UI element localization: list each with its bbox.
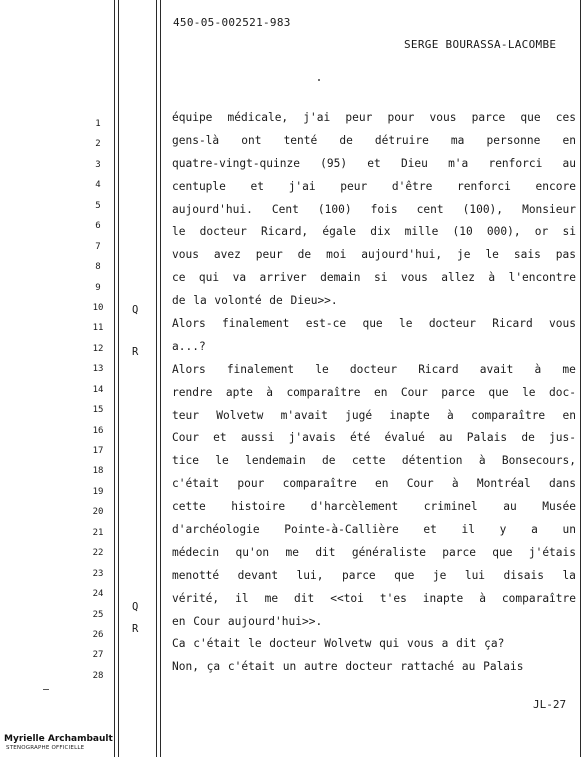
word: centuple [172, 179, 226, 193]
line-number: 24 [92, 589, 104, 600]
word: doc- [548, 385, 576, 399]
word: cette [172, 500, 206, 514]
word: docteur [349, 362, 398, 376]
line-number: 11 [92, 323, 104, 334]
word: d'archéologie [172, 523, 260, 537]
word: comparaître [501, 591, 576, 605]
witness-name: SERGE BOURASSA-LACOMBE [404, 38, 557, 51]
word: de [339, 133, 353, 147]
transcript-line: a...? [172, 339, 206, 353]
word: moi [326, 248, 347, 262]
word: y [499, 523, 507, 537]
word: ces [555, 111, 576, 124]
word: Ricard [492, 317, 533, 331]
word: parce [441, 385, 475, 399]
word: si [562, 225, 576, 239]
word: t'es [379, 591, 407, 605]
word: de [322, 454, 336, 468]
word: Monsieur [522, 202, 576, 216]
word: criminel [423, 500, 478, 514]
word: pas [555, 248, 576, 262]
word: inapte [422, 591, 464, 605]
word: été [350, 431, 371, 445]
word: détruire [374, 133, 429, 147]
word: dans [549, 477, 576, 491]
word: me [264, 591, 279, 605]
transcript-line [172, 199, 576, 222]
line-number: 18 [92, 466, 104, 477]
speaker-label: Q [132, 601, 139, 613]
word: docteur [428, 317, 476, 331]
word: que [520, 111, 541, 124]
stenographer-title: STENOGRAPHE OFFICIELLE [6, 745, 85, 751]
word: peur [345, 111, 373, 124]
transcript-line [172, 153, 576, 176]
word: un [562, 523, 576, 537]
word: aujourd'hui. [172, 202, 253, 216]
page-reference: JL-27 [533, 698, 567, 711]
word: en [374, 477, 389, 491]
word: devant [237, 568, 279, 582]
word: comparaître [471, 408, 546, 422]
word: dix [370, 225, 391, 239]
word: dit [294, 591, 315, 605]
speck [318, 79, 320, 81]
word: Cour [400, 385, 428, 399]
word: (95) [320, 156, 348, 170]
word: à [451, 477, 459, 491]
line-number: 16 [92, 425, 104, 436]
word: Ricard, [261, 225, 309, 239]
word: vérité, [172, 591, 220, 605]
word: qui [198, 271, 220, 285]
word: vous [549, 317, 576, 331]
word: équipe [172, 111, 213, 124]
word: inapte [389, 408, 430, 422]
word: apte [225, 385, 253, 399]
word: à [266, 385, 273, 399]
word: de [297, 248, 312, 262]
word: et [423, 523, 437, 537]
word: aujourd'hui, [361, 248, 443, 262]
word: rendre [172, 385, 213, 399]
word: cette [351, 454, 386, 468]
word: que [394, 568, 415, 582]
word: comparaître [282, 477, 357, 491]
word: allez [441, 271, 475, 285]
word: demain [320, 271, 361, 285]
transcript-line [172, 267, 576, 290]
word: le [215, 454, 229, 468]
transcript-line [172, 588, 576, 611]
word: finalement [222, 317, 290, 331]
line-number: 15 [92, 405, 104, 416]
line-number: 1 [95, 119, 101, 129]
word: je [432, 568, 447, 582]
word: tenté [283, 133, 318, 147]
word: gens-là [172, 133, 220, 147]
word: vous [429, 111, 457, 124]
line-number: 14 [92, 384, 104, 395]
transcript-line [172, 565, 576, 588]
line-number: 25 [92, 609, 104, 620]
word: lui, [296, 568, 324, 582]
line-number: 4 [95, 180, 101, 191]
transcript-line: Ca c'était le docteur Wolvetw qui vous a dit ça? [172, 637, 505, 651]
word: teur [172, 408, 199, 422]
transcript-line [172, 176, 576, 199]
word: le [522, 385, 536, 399]
line-number: 13 [92, 364, 104, 375]
margin-line-left-2 [118, 0, 119, 757]
word: et [250, 179, 265, 193]
word: à [447, 408, 454, 422]
line-number: 23 [92, 568, 104, 579]
word: Dieu [400, 156, 428, 170]
word: aussi [240, 431, 275, 445]
word: le [172, 225, 186, 239]
word: au [503, 500, 517, 514]
word: jus- [549, 431, 576, 445]
line-number: 17 [92, 446, 104, 456]
word: en [373, 385, 388, 399]
word: sais [513, 248, 541, 262]
transcript-line: de la volonté de Dieu>>. [172, 294, 338, 308]
transcript-line [172, 405, 576, 428]
word: généraliste [351, 545, 426, 559]
word: me [285, 545, 299, 559]
word: le [399, 317, 413, 331]
word: Montréal [476, 477, 531, 491]
line-number: 12 [92, 343, 104, 354]
word: est-ce [305, 317, 347, 331]
word: vous [400, 271, 428, 285]
word: Alors [172, 362, 206, 376]
word: il [461, 523, 476, 537]
word: en [562, 133, 576, 147]
word: d'harcèlement [310, 500, 399, 514]
word: que [362, 317, 383, 331]
word: fois [370, 202, 398, 216]
word: de [521, 431, 535, 445]
word: pour [387, 111, 415, 124]
transcript-line [172, 496, 576, 519]
word: comparaître [286, 385, 361, 399]
word: qu'on [235, 545, 270, 559]
line-number: 27 [92, 650, 104, 661]
word: le [315, 362, 329, 376]
word: menotté [172, 568, 220, 582]
word: si [373, 271, 388, 285]
word: pour [237, 477, 265, 491]
line-number: 6 [95, 221, 101, 232]
word: disais [503, 568, 544, 582]
word: parce [341, 568, 376, 582]
word: renforci [456, 179, 511, 193]
word: vous [172, 248, 199, 262]
line-number: 2 [95, 139, 101, 150]
word: Musée [542, 500, 576, 514]
word: me [562, 362, 576, 376]
line-number: 9 [95, 282, 101, 293]
word: d'être [391, 179, 433, 193]
stenographer-name: Myrielle Archambault [4, 734, 113, 744]
word: (10 [452, 225, 473, 239]
line-number: 28 [92, 670, 104, 681]
word: personne [486, 133, 541, 147]
speaker-label: R [132, 346, 139, 358]
word: à [534, 362, 542, 376]
transcript-line [172, 244, 576, 267]
word: dit [315, 545, 336, 559]
word: or [534, 225, 549, 239]
word: peur [340, 179, 368, 193]
word: médecin [172, 545, 220, 559]
word: que [488, 385, 509, 399]
word: égale [322, 225, 357, 239]
word: encore [535, 179, 576, 193]
line-number: 8 [95, 262, 101, 273]
word: peur [255, 248, 283, 262]
word: histoire [231, 500, 286, 514]
word: mille [404, 225, 439, 239]
word: et [213, 431, 227, 445]
word: finalement [226, 362, 295, 376]
word: au [439, 431, 453, 445]
word: Palais [466, 431, 508, 445]
margin-line-left-4 [160, 0, 161, 757]
word: j'étais [528, 545, 576, 559]
word: (100) [317, 202, 352, 216]
word: Pointe-à-Callière [284, 523, 399, 537]
transcript-line [172, 519, 576, 542]
word: ma [450, 133, 465, 147]
line-number-column [78, 114, 118, 686]
word: 000), [486, 225, 521, 239]
margin-line-right [580, 0, 581, 757]
word: arriver [259, 271, 307, 285]
line-number: 19 [92, 486, 104, 497]
word: m'avait [280, 408, 328, 422]
word: Wolvetw [216, 408, 264, 422]
word: Bonsecours, [501, 454, 576, 468]
word: quatre-vingt-quinze [172, 156, 300, 170]
word: au [562, 156, 576, 170]
word: renforci [488, 156, 543, 170]
word: et [367, 156, 381, 170]
margin-line-left-3 [156, 0, 157, 757]
file-id: 450-05-002521-983 [173, 16, 291, 29]
transcript-line [172, 427, 576, 450]
line-number: 20 [92, 507, 104, 518]
word: Cour [172, 431, 199, 445]
transcript-line [172, 542, 576, 565]
transcript-line [172, 313, 576, 336]
word: avait [479, 362, 514, 376]
line-number: 10 [92, 302, 104, 313]
word: la [562, 568, 576, 582]
word: va [232, 271, 247, 285]
word: il [235, 591, 249, 605]
word: Alors [172, 317, 206, 331]
word: parce [471, 111, 506, 124]
transcript-line [172, 473, 576, 496]
word: docteur [199, 225, 247, 239]
word: j'ai [288, 179, 316, 193]
word: j'ai [303, 111, 331, 124]
word: je [457, 248, 471, 262]
word: Cour [406, 477, 434, 491]
line-number: 26 [92, 629, 104, 640]
word: l'encontre [508, 271, 576, 285]
transcript-body [172, 107, 576, 679]
speaker-label: R [132, 623, 139, 635]
transcript-line [172, 382, 576, 405]
word: tice [172, 454, 199, 468]
word: ont [241, 133, 262, 147]
word: avez [213, 248, 241, 262]
word: (100), [462, 202, 504, 216]
line-number: 21 [92, 527, 104, 538]
transcript-line [172, 130, 576, 153]
word: Cent [271, 202, 299, 216]
word: lui [464, 568, 486, 582]
line-number: 3 [95, 159, 101, 170]
transcript-line [172, 450, 576, 473]
word: en [562, 408, 576, 422]
word: c'était [172, 477, 220, 491]
word: m'a [448, 156, 469, 170]
line-number: 22 [92, 548, 104, 559]
transcript-line: en Cour aujourd'hui>>. [172, 614, 323, 628]
word: a [531, 523, 538, 537]
word: cent [416, 202, 444, 216]
word: jugé [345, 408, 373, 422]
speaker-label: Q [132, 304, 139, 316]
word: parce [442, 545, 476, 559]
word: à [478, 454, 486, 468]
line-number: 7 [95, 241, 101, 252]
word: à [479, 591, 486, 605]
transcript-line [172, 107, 576, 130]
word: lendemain [245, 454, 306, 468]
word: à [488, 271, 496, 285]
word: <<toi [330, 591, 364, 605]
word: médicale, [227, 111, 289, 124]
word: détention [401, 454, 463, 468]
word: que [492, 545, 513, 559]
margin-mark [43, 689, 49, 690]
word: j'avais [288, 431, 336, 445]
transcript-line [172, 359, 576, 382]
word: évalué [384, 431, 425, 445]
transcript-line [172, 221, 576, 244]
transcript-line: Non, ça c'était un autre docteur rattaché au Palais [172, 660, 524, 674]
word: Ricard [418, 362, 459, 376]
word: ce [172, 271, 186, 285]
line-number: 5 [95, 200, 101, 211]
word: le [485, 248, 499, 262]
